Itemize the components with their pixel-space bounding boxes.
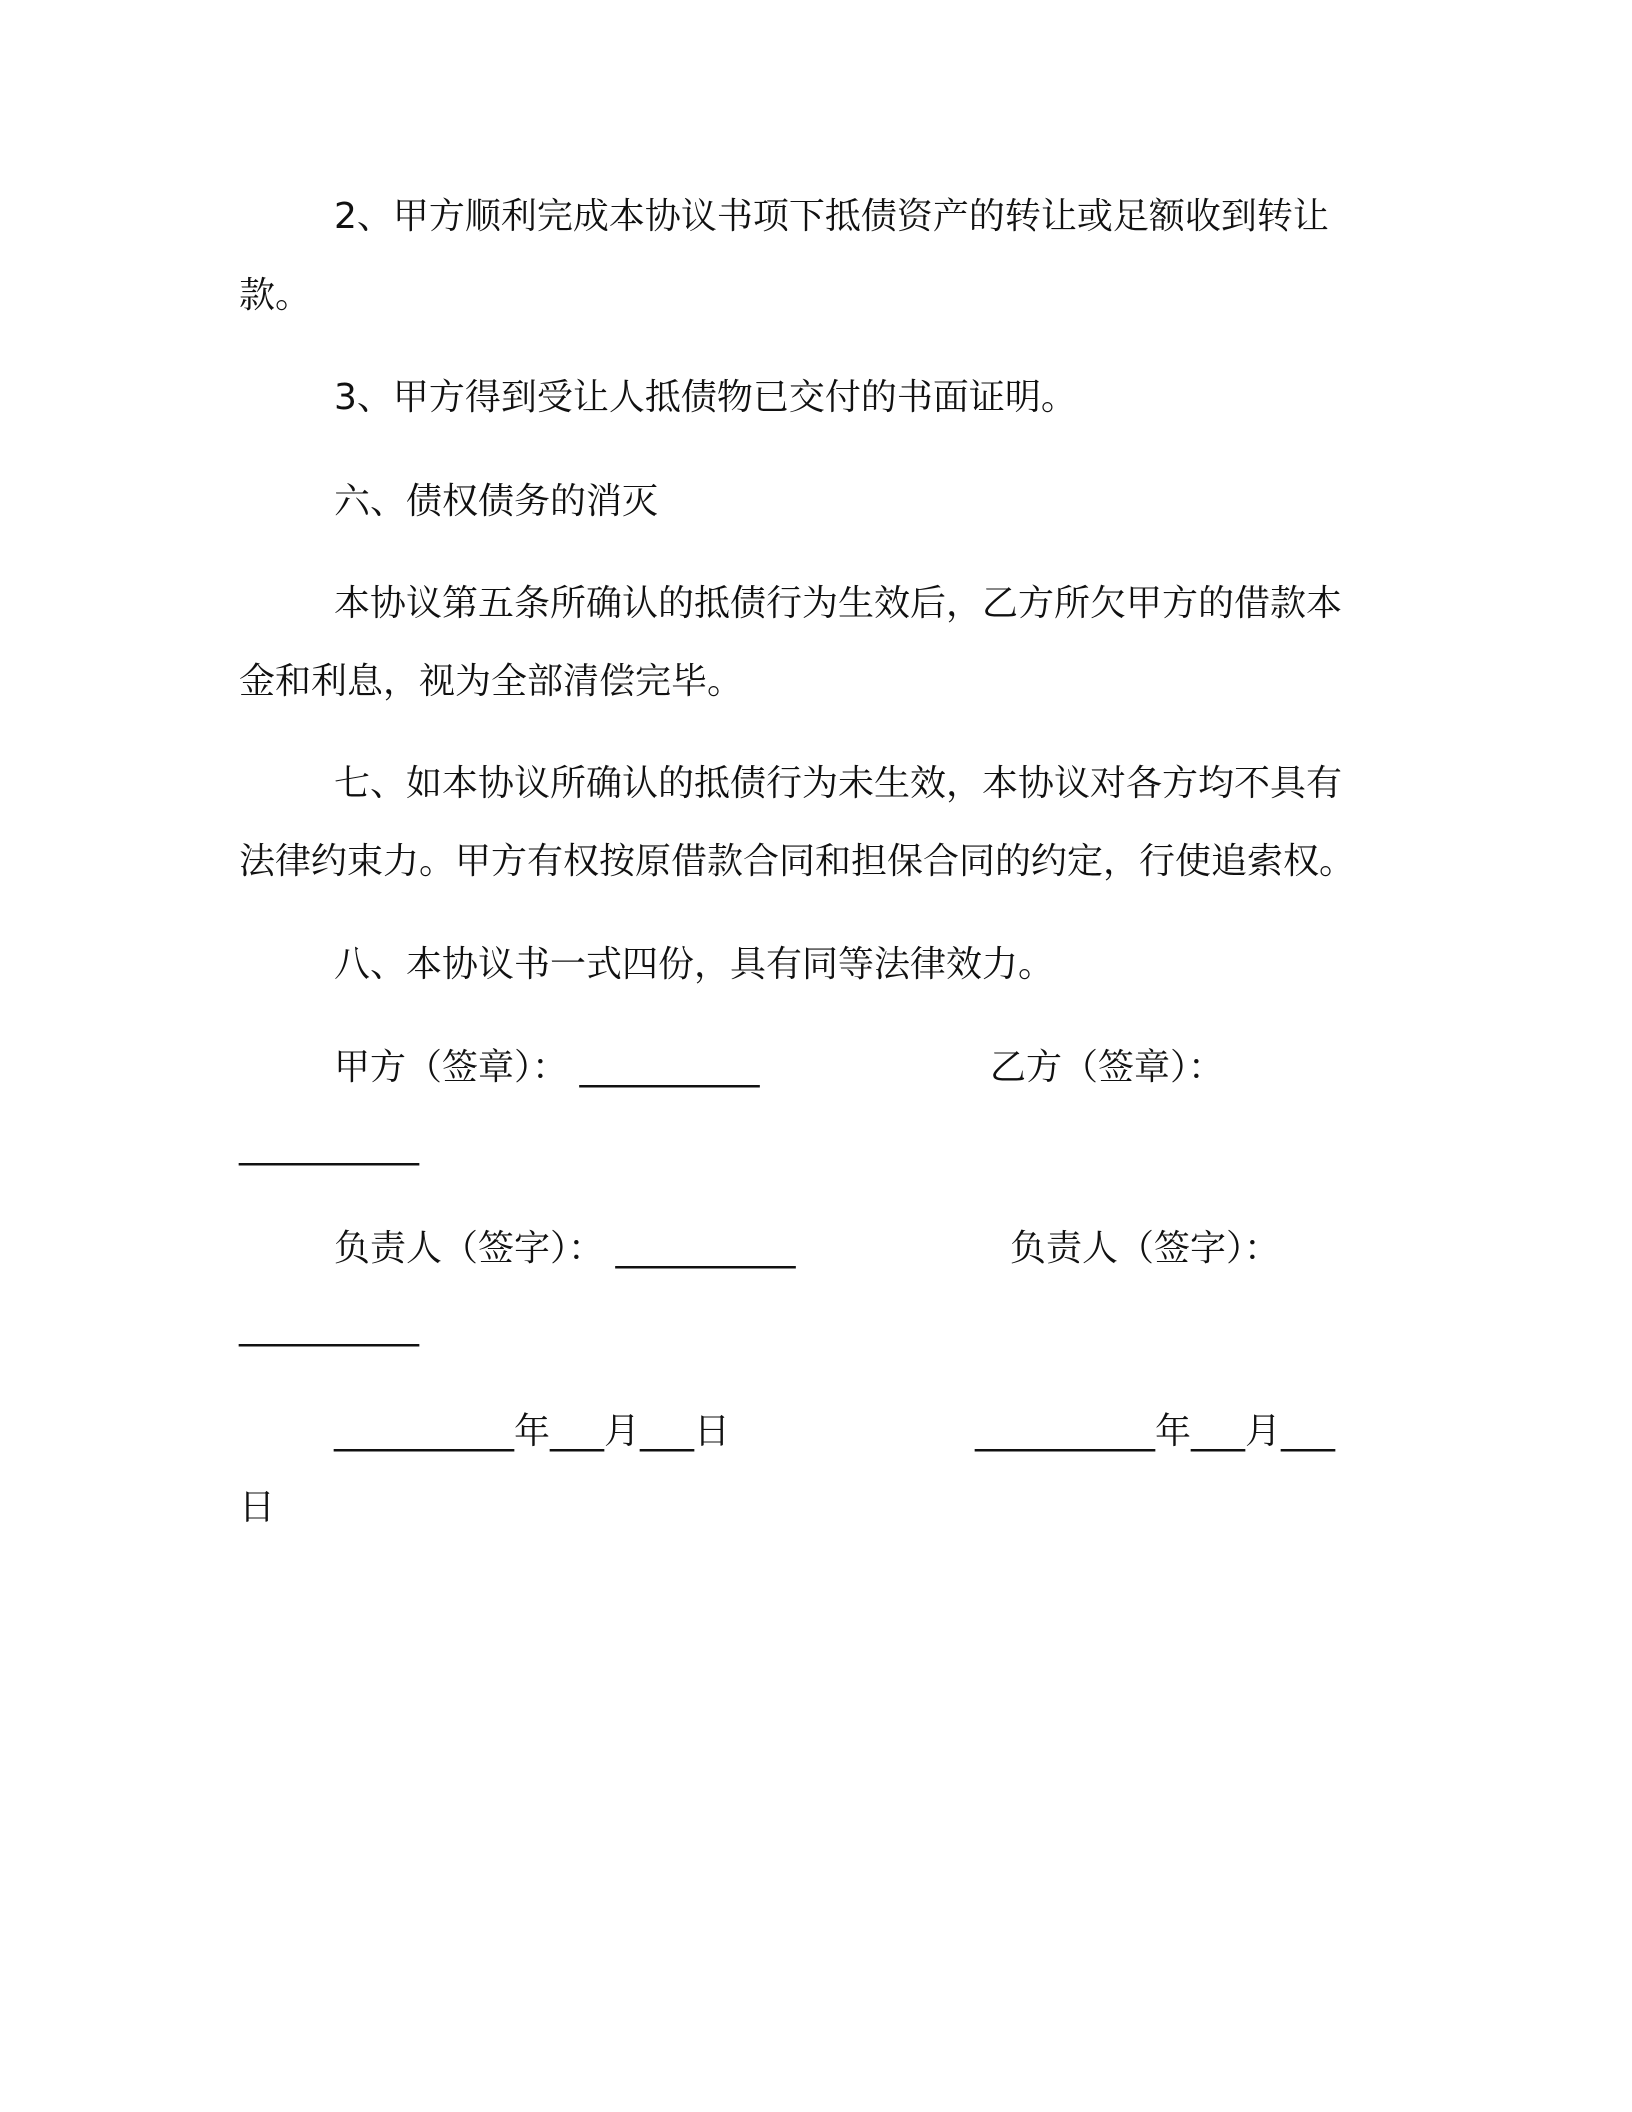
party-b-signature-blank: __________ — [239, 1125, 419, 1166]
party-a-date-line: __________年___月___日 — [334, 1411, 730, 1452]
party-b-signature-label: 乙方（签章）： — [990, 1047, 1225, 1088]
clause-3: 3、甲方得到受让人抵债物已交付的书面证明。 — [334, 377, 1077, 418]
party-b-representative-label: 负责人（签字）： — [1010, 1228, 1281, 1269]
party-a-representative-line: 负责人（签字）： __________ — [334, 1228, 796, 1269]
party-b-date-line: __________年___月___ — [975, 1411, 1335, 1452]
section-6-text-line-2: 金和利息，视为全部清偿完毕。 — [239, 661, 744, 702]
party-b-representative-blank: __________ — [239, 1306, 419, 1347]
section-7-line-1: 七、如本协议所确认的抵债行为未生效，本协议对各方均不具有 — [334, 763, 1343, 804]
section-6-text-line-1: 本协议第五条所确认的抵债行为生效后，乙方所欠甲方的借款本 — [334, 583, 1343, 624]
party-a-signature-line: 甲方（签章）： __________ — [334, 1047, 760, 1088]
section-8: 八、本协议书一式四份，具有同等法律效力。 — [334, 944, 1055, 985]
clause-2-line-2: 款。 — [239, 275, 312, 316]
party-b-date-day: 日 — [239, 1487, 276, 1528]
section-6-heading: 六、债权债务的消灭 — [334, 481, 659, 522]
section-7-line-2: 法律约束力。甲方有权按原借款合同和担保合同的约定，行使追索权。 — [239, 841, 1356, 882]
clause-2-line-1: 2、甲方顺利完成本协议书项下抵债资产的转让或足额收到转让 — [334, 196, 1329, 237]
